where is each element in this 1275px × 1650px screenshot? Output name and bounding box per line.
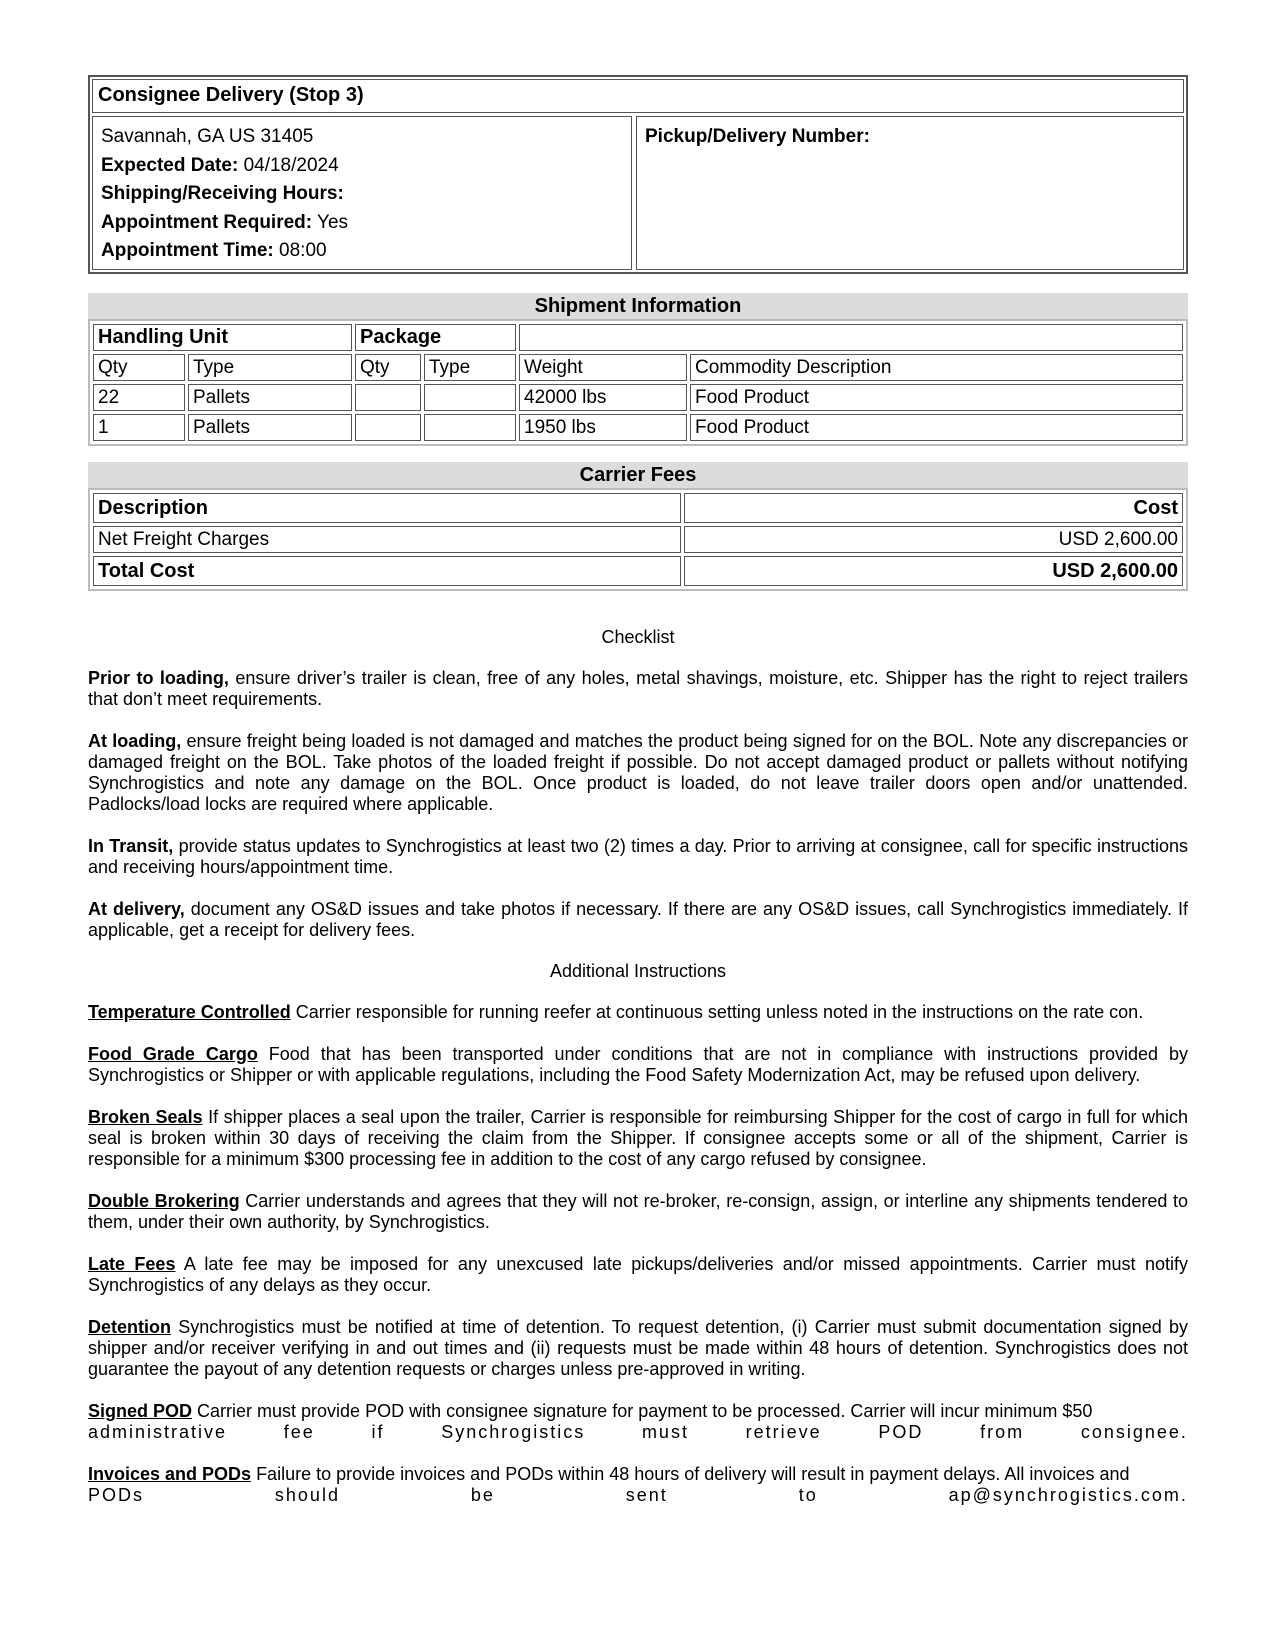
col-pkg-qty: Qty (355, 354, 421, 381)
cell-weight: 1950 lbs (519, 414, 687, 441)
checklist-item: At loading, ensure freight being loaded is not damaged and matches the product being signed for on the BOL. Note any discrepancies or damaged freight on the BOL. Take photos of the loaded freight if possible. Do not accept damaged product or pallets without notifying Synchrogistics and note any damage on the BOL. Once product is loaded, do not leave trailer doors open and/or unattended. Padlocks/load locks are required where applicable. (88, 731, 1188, 814)
shipment-group-header (93, 324, 1183, 351)
ap-email: ap@synchrogistics.com. (948, 1485, 1188, 1505)
fees-section-title: Carrier Fees (88, 462, 1188, 488)
instruction-item: Detention Synchrogistics must be notified at time of detention. To request detention, (i) Carrier must submit documentation signed by shipper and/or receiver verifying in and out times and (ii) requests must be made within 48 hours of detention. Synchrogistics does not guarantee the payout of any detention requests or charges unless pre-approved in writing. (88, 1317, 1188, 1379)
instruction-item: Late Fees A late fee may be imposed for any unexcused late pickups/deliveries and/or missed appointments. Carrier must notify Synchrogistics of any delays as they occur. (88, 1254, 1188, 1295)
pickup-number-cell (636, 116, 1184, 270)
cell-weight: 42000 lbs (519, 384, 687, 411)
fees-description-header: Description (93, 493, 681, 523)
fees-header-row (93, 493, 1183, 523)
cell-hu-type: Pallets (188, 384, 352, 411)
cell-commodity: Food Product (690, 414, 1183, 441)
col-weight: Weight (519, 354, 687, 381)
fees-table (88, 488, 1188, 591)
fees-total-row (93, 556, 1183, 586)
checklist-title: Checklist (601, 627, 675, 647)
col-hu-qty: Qty (93, 354, 185, 381)
consignee-details (92, 116, 632, 270)
table-row (93, 414, 1183, 441)
instruction-item: Double Brokering Carrier understands and agrees that they will not re-broker, re-consign, assign, or interline any shipments tendered to them, under their own authority, by Synchrogistics. (88, 1191, 1188, 1232)
instruction-item: Signed POD Carrier must provide POD with consignee signature for payment to be processed. Carrier will incur minimum $50 (88, 1401, 1093, 1421)
instruction-item: Broken Seals If shipper places a seal upon the trailer, Carrier is responsible for reimbursing Shipper for the cost of cargo in full for which seal is broken within 30 days of receiving the claim from the Shipper. If consignee accepts some or all of the shipment, Carrier is responsible for a minimum $300 processing fee in addition to the cost of any cargo refused by consignee. (88, 1107, 1188, 1169)
appointment-time-value: 08:00 (279, 240, 327, 261)
handling-unit-header: Handling Unit (93, 324, 352, 351)
checklist-item: In Transit, provide status updates to Synchrogistics at least two (2) times a day. Prior to arriving at consignee, call for specific instructions and receiving hours/appointment time. (88, 836, 1188, 877)
cell-pkg-type (424, 414, 516, 441)
shipment-column-header (93, 354, 1183, 381)
expected-date-value: 04/18/2024 (243, 154, 339, 176)
appointment-required-value: Yes (317, 211, 349, 233)
cell-pkg-qty (355, 414, 421, 441)
document-page (88, 75, 1188, 1506)
checklist-item: At delivery, document any OS&D issues and take photos if necessary. If there are any OS&D issues, call Synchrogistics immediately. If applicable, get a receipt for delivery fees. (88, 899, 1188, 940)
fee-item-cost: USD 2,600.00 (684, 526, 1183, 553)
expected-date-label: Expected Date: (101, 154, 239, 176)
fees-cost-header: Cost (684, 493, 1183, 523)
shipment-section-title: Shipment Information (88, 293, 1188, 319)
appointment-required-label: Appointment Required: (101, 211, 313, 233)
checklist-item: Prior to loading, ensure driver’s trailer is clean, free of any holes, metal shavings, moisture, etc. Shipper has the right to reject trailers that don’t meet requirements. (88, 668, 1189, 709)
cell-hu-type: Pallets (188, 414, 352, 441)
pickup-number-label: Pickup/Delivery Number: (645, 126, 870, 147)
table-row (93, 526, 1183, 553)
instruction-item: Invoices and PODs Failure to provide invoices and PODs within 48 hours of delivery will result in payment delays. All invoices and (88, 1464, 1130, 1484)
shipment-table (88, 319, 1188, 446)
pod-spread-line: administrative fee if Synchrogistics must retrieve POD from consignee. (88, 1422, 1188, 1442)
additional-instructions-title: Additional Instructions (549, 961, 727, 981)
appointment-required-row (101, 209, 623, 238)
instruction-item: Temperature Controlled Carrier responsible for running reefer at continuous setting unless noted in the instructions on the rate con. (88, 1002, 1144, 1022)
appointment-time-row (101, 237, 623, 266)
cell-commodity: Food Product (690, 384, 1183, 411)
total-cost-label: Total Cost (93, 556, 681, 586)
consignee-title: Consignee Delivery (Stop 3) (92, 79, 1184, 113)
total-cost-value: USD 2,600.00 (684, 556, 1183, 586)
col-commodity: Commodity Description (690, 354, 1183, 381)
cell-pkg-qty (355, 384, 421, 411)
appointment-time-label: Appointment Time: (101, 240, 274, 261)
expected-date-row (101, 152, 623, 181)
instruction-item: Food Grade Cargo Food that has been transported under conditions that are not in compliance with instructions provided by Synchrogistics or Shipper or with applicable regulations, including the Food Safety Modernization Act, may be refused upon delivery. (88, 1044, 1188, 1085)
package-header: Package (355, 324, 516, 351)
blank-header (519, 324, 1183, 351)
consignee-box (88, 75, 1188, 274)
cell-hu-qty: 1 (93, 414, 185, 441)
col-hu-type: Type (188, 354, 352, 381)
hours-label: Shipping/Receiving Hours: (101, 183, 344, 204)
consignee-address: Savannah, GA US 31405 (101, 126, 314, 147)
fee-item-description: Net Freight Charges (93, 526, 681, 553)
cell-pkg-type (424, 384, 516, 411)
table-row (93, 384, 1183, 411)
cell-hu-qty: 22 (93, 384, 185, 411)
invoice-spread-line: PODs should be sent to ap@synchrogistics.com. (88, 1485, 1188, 1505)
col-pkg-type: Type (424, 354, 516, 381)
